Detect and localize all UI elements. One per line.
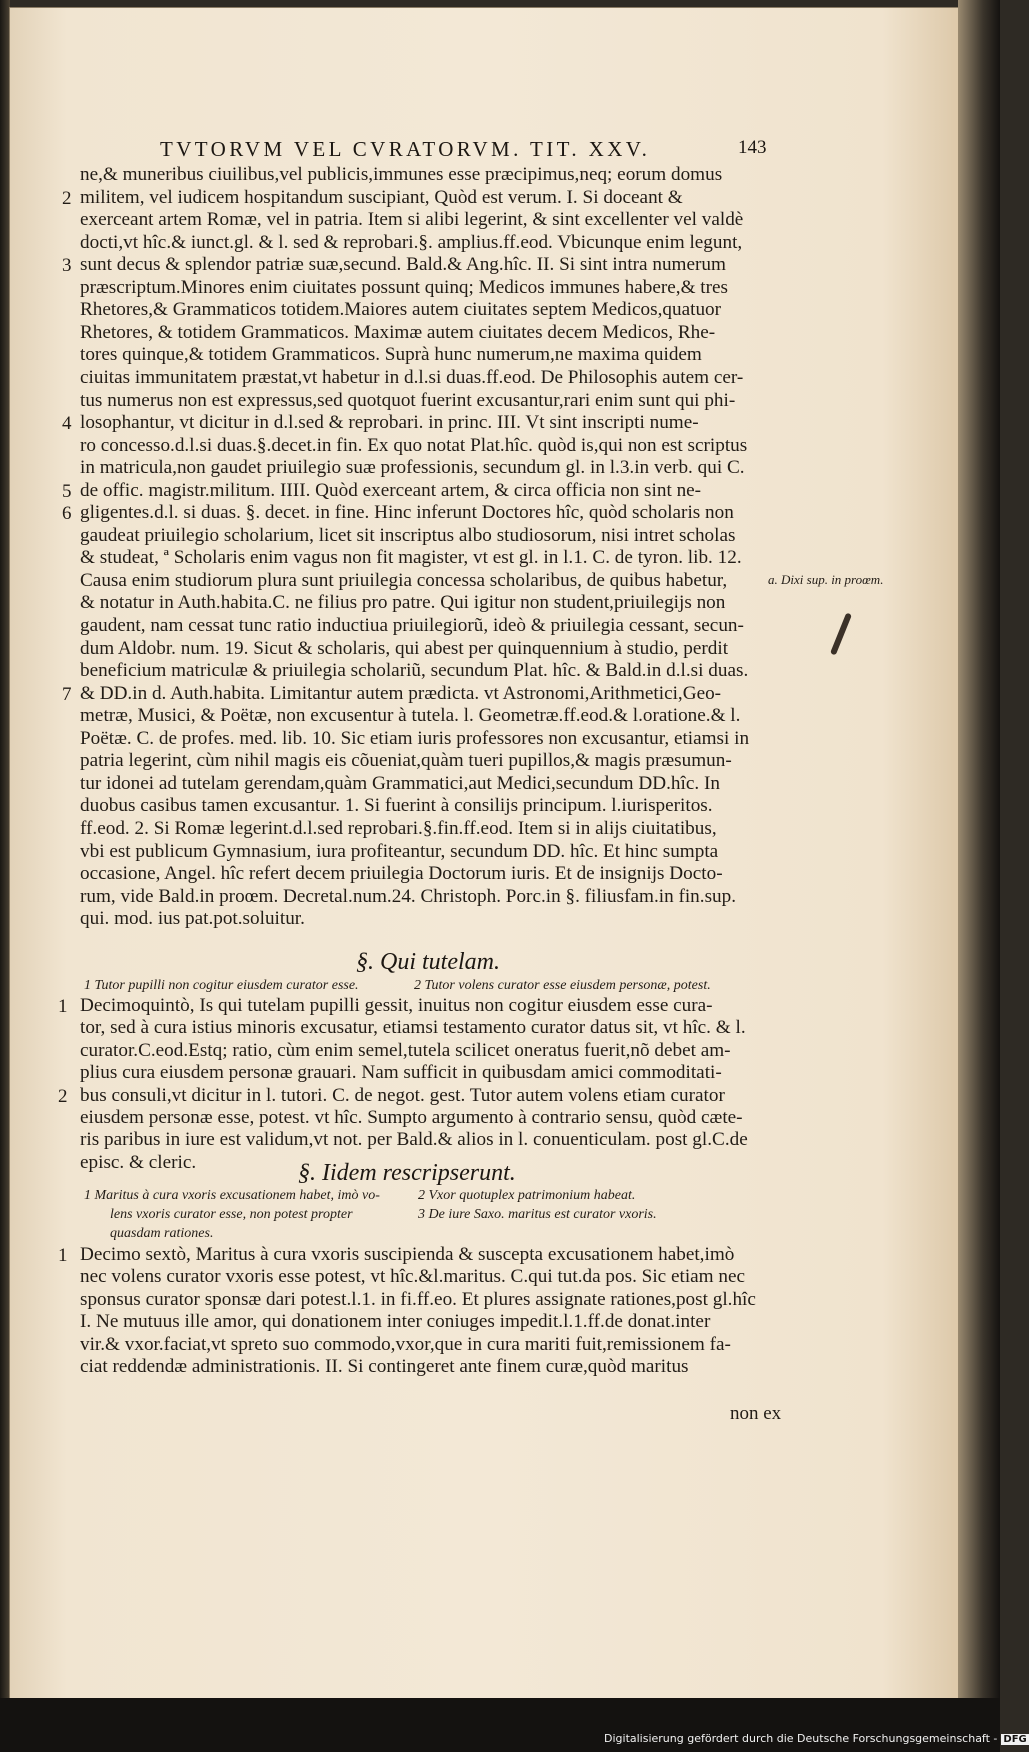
section2-line: sponsus curator sponsæ dari potest.l.1. in fi.ff.eo. Et plures assignate rationes,post gl.hîc bbox=[80, 1288, 756, 1310]
section-heading-iidem-rescripserunt: §. Iidem rescripserunt. bbox=[298, 1160, 516, 1186]
section1-line: tor, sed à cura istius minoris excusatur, etiamsi testamento curator datus sit, vt hîc. & l. bbox=[80, 1017, 746, 1039]
line-number: 4 bbox=[62, 413, 72, 435]
body-line: patria legerint, cùm nihil magis eis cõueniat,quàm tueri pupillos,& magis præsumun- bbox=[80, 750, 732, 772]
section-summary-1: 1 Tutor pupilli non cogitur eiusdem curator esse. bbox=[84, 978, 359, 993]
body-line: tur idonei ad tutelam gerendam,quàm Grammatici,aut Medici,secundum DD.hîc. In bbox=[80, 772, 720, 794]
line-number: 5 bbox=[62, 480, 72, 502]
running-head: TVTORVM VEL CVRATORVM. TIT. XXV. bbox=[160, 137, 651, 161]
body-line: ne,& muneribus ciuilibus,vel publicis,immunes esse præcipimus,neq; eorum domus bbox=[80, 164, 723, 185]
body-line: losophantur, vt dicitur in d.l.sed & reprobari. in princ. III. Vt sint inscripti nume- bbox=[80, 412, 699, 434]
body-line: metræ, Musici, & Poëtæ, non excusentur à tutela. l. Geometræ.ff.eod.& l.oratione.& l. bbox=[80, 705, 741, 727]
section1-line: eiusdem personæ esse, potest. vt hîc. Sumpto argumento à contrario sensu, quòd cæte- bbox=[80, 1107, 743, 1128]
body-line: sunt decus & splendor patriæ suæ,secund. Bald.& Ang.hîc. II. Si sint intra numerum bbox=[80, 254, 726, 276]
section2-line: nec volens curator vxoris esse potest, vt hîc.&l.maritus. C.qui tut.da pos. Sic etiam nec bbox=[80, 1266, 746, 1288]
line-number: 3 bbox=[62, 255, 72, 277]
section1-line: Decimoquintò, Is qui tutelam pupilli gessit, inuitus non cogitur eiusdem esse cura- bbox=[80, 995, 713, 1016]
section-summary-2: 2 Tutor volens curator esse eiusdem personæ, potest. bbox=[414, 978, 711, 993]
body-line: gligentes.d.l. si duas. §. decet. in fine. Hinc inferunt Doctores hîc, quòd scholaris non bbox=[80, 502, 734, 524]
body-line: exerceant artem Romæ, vel in patria. Item si alibi legerint, & sint excellenter vel valdè bbox=[80, 209, 744, 231]
section2-line: Decimo sextò, Maritus à cura vxoris suscipienda & suscepta excusationem habet,imò bbox=[80, 1244, 735, 1265]
body-line: de offic. magistr.militum. IIII. Quòd exerceant artem, & circa officia non sint ne- bbox=[80, 479, 702, 501]
section-heading-qui-tutelam: §. Qui tutelam. bbox=[356, 949, 500, 975]
body-line: præscriptum.Minores enim ciuitates possunt quinq; Medicos immunes habere,& tres bbox=[80, 276, 729, 298]
body-line: & studeat, ª Scholaris enim vagus non fit magister, vt est gl. in l.1. C. de tyron. lib. 12. bbox=[80, 547, 742, 569]
body-line: Rhetores, & totidem Grammaticos. Maximæ autem ciuitates decem Medicos, Rhe- bbox=[80, 321, 716, 343]
body-line: dum Aldobr. num. 19. Sicut & scholaris, qui abest per quinquennium à studio, perdit bbox=[80, 637, 729, 659]
body-line: ro concesso.d.l.si duas.§.decet.in fin. Ex quo notat Plat.hîc. quòd is,qui non est scriptus bbox=[80, 434, 748, 456]
body-line: Poëtæ. C. de profes. med. lib. 10. Sic etiam iuris professores non excusantur, etiamsi in bbox=[80, 727, 750, 749]
body-line: qui. mod. ius pat.pot.soluitur. bbox=[80, 908, 305, 930]
section2-line: vir.& vxor.faciat,vt spreto suo commodo,vxor,que in cura mariti fuit,remissionem fa- bbox=[80, 1333, 731, 1355]
section2-summary-2: 2 Vxor quotuplex patrimonium habeat. bbox=[418, 1188, 636, 1203]
line-number: 2 bbox=[58, 1085, 68, 1107]
body-line: militem, vel iudicem hospitandum suscipiant, Quòd est verum. I. Si doceant & bbox=[80, 186, 683, 208]
body-line: in matricula,non gaudet priuilegio suæ professionis, secundum gl. in l.3.in verb. qui C. bbox=[80, 457, 745, 479]
section1-line: bus consuli,vt dicitur in l. tutori. C. de negot. gest. Tutor autem volens etiam curator bbox=[80, 1084, 725, 1106]
body-line: tores quinque,& totidem Grammaticos. Suprà hunc numerum,ne maxima quidem bbox=[80, 344, 702, 366]
body-line: vbi est publicum Gymnasium, iura profiteantur, secundum DD. hîc. Et hinc sumpta bbox=[80, 840, 719, 862]
body-line: Rhetores,& Grammaticos totidem.Maiores autem ciuitates septem Medicos,quatuor bbox=[80, 299, 722, 321]
margin-note: a. Dixi sup. in proœm. bbox=[768, 572, 884, 587]
section2-summary-1a: 1 Maritus à cura vxoris excusationem habet, imò vo- bbox=[84, 1188, 380, 1203]
section2-summary-1c: quasdam rationes. bbox=[110, 1226, 214, 1241]
section1-line: ris paribus in iure est validum,vt not. per Bald.& alios in l. conuenticulam. post gl.C.de bbox=[80, 1129, 748, 1151]
section1-line: plius cura eiusdem personæ grauari. Nam sufficit in quibusdam amici commoditati- bbox=[80, 1062, 722, 1084]
line-number: 1 bbox=[58, 996, 68, 1017]
footer-text: Digitalisierung gefördert durch die Deutsche Forschungsgemeinschaft - bbox=[604, 1732, 998, 1745]
line-number: 7 bbox=[62, 683, 72, 705]
body-line: gaudent, nam cessat tunc ratio inductiua priuilegiorũ, ideò & priuilegia cessant, secun- bbox=[80, 615, 744, 636]
body-line: rum, vide Bald.in proœm. Decretal.num.24. Christoph. Porc.in §. filiusfam.in fin.sup. bbox=[80, 885, 737, 907]
section1-line: curator.C.eod.Estq; ratio, cùm enim semel,tutela scilicet oneratus fuerit,nõ debet am- bbox=[80, 1039, 731, 1061]
body-line: ff.eod. 2. Si Romæ legerint.d.l.sed reprobari.§.fin.ff.eod. Item si in alijs ciuitatibus, bbox=[80, 817, 717, 839]
page-fore-edge bbox=[958, 0, 1000, 1752]
folio-number: 143 bbox=[738, 137, 767, 158]
body-line: beneficium matriculæ & priuilegia scholariũ, secundum Plat. hîc. & Bald.in d.l.si duas. bbox=[80, 660, 749, 682]
section2-line: ciat reddendæ administrationis. II. Si contingeret ante finem curæ,quòd maritus bbox=[80, 1356, 689, 1377]
section2-summary-3: 3 De iure Saxo. maritus est curator vxoris. bbox=[418, 1207, 657, 1222]
body-line: occasione, Angel. hîc refert decem priuilegia Doctorum iuris. Et de insignijs Docto- bbox=[80, 863, 723, 885]
body-line: & notatur in Auth.habita.C. ne filius pro patre. Qui igitur non student,priuilegijs non bbox=[80, 592, 726, 614]
book-spine-edge bbox=[0, 0, 10, 1752]
catchword: non ex bbox=[730, 1403, 782, 1424]
body-line: docti,vt hîc.& iunct.gl. & l. sed & reprobari.§. amplius.ff.eod. Vbicunque enim legunt, bbox=[80, 231, 743, 253]
line-number: 1 bbox=[58, 1245, 68, 1266]
section2-line: I. Ne mutuus ille amor, qui donationem inter coniuges impedit.l.1.ff.de donat.inter bbox=[80, 1311, 711, 1333]
section1-line: episc. & cleric. bbox=[80, 1151, 197, 1173]
section2-summary-1b: lens vxoris curator esse, non potest propter bbox=[110, 1207, 353, 1222]
line-number: 6 bbox=[62, 503, 72, 525]
body-line: & DD.in d. Auth.habita. Limitantur autem prædicta. vt Astronomi,Arithmetici,Geo- bbox=[80, 682, 722, 704]
dfg-logo: DFG bbox=[1003, 1734, 1027, 1745]
body-line: duobus casibus tamen excusantur. 1. Si fuerint à consilijs principum. l.iurisperitos. bbox=[80, 795, 713, 817]
line-number: 2 bbox=[62, 187, 72, 209]
body-line: tus numerus non est expressus,sed quotquot fuerint excusantur,rari enim sunt qui phi- bbox=[80, 389, 736, 411]
body-line: gaudeat priuilegio scholarium, licet sit inscriptus albo studiosorum, nisi intret scholas bbox=[80, 524, 736, 546]
footer-attribution bbox=[604, 1732, 1029, 1745]
body-line: ciuitas immunitatem præstat,vt habetur in d.l.si duas.ff.eod. De Philosophis autem cer- bbox=[80, 366, 744, 388]
body-line: Causa enim studiorum plura sunt priuilegia concessa scholaribus, de quibus habetur, bbox=[80, 569, 728, 591]
